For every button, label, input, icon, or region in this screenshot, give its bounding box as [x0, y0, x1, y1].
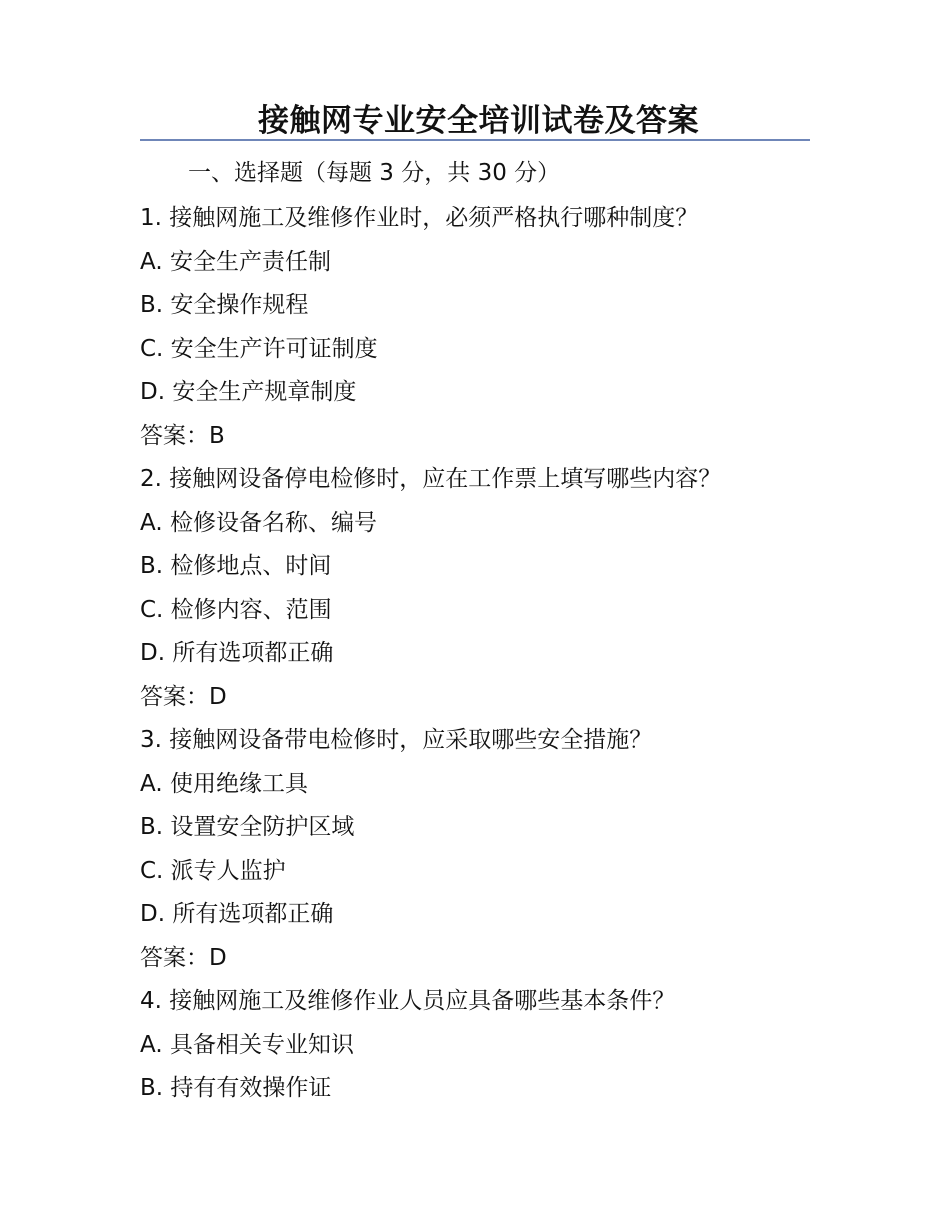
question-3-stem: 3. 接触网设备带电检修时，应采取哪些安全措施？ — [140, 727, 653, 753]
document-title: 接触网专业安全培训试卷及答案 — [258, 103, 699, 139]
question-2-option-a: A. 检修设备名称、编号 — [140, 509, 377, 536]
question-list — [140, 199, 820, 1113]
question-1-option-b: B. 安全操作规程 — [140, 292, 309, 318]
question-3-answer: 答案：D — [140, 944, 227, 971]
question-2-option-b: B. 检修地点、时间 — [140, 553, 332, 579]
question-2-answer: 答案：D — [140, 683, 227, 710]
question-4-stem: 4. 接触网施工及维修作业人员应具备哪些基本条件？ — [140, 988, 676, 1014]
section-heading: 一、选择题（每题 3 分，共 30 分） — [188, 160, 561, 186]
title-underline — [140, 139, 810, 141]
question-4-option-a: A. 具备相关专业知识 — [140, 1031, 354, 1058]
question-2-stem: 2. 接触网设备停电检修时，应在工作票上填写哪些内容？ — [140, 466, 722, 492]
title-block — [140, 100, 810, 142]
question-3-option-a: A. 使用绝缘工具 — [140, 770, 308, 797]
question-1-option-a: A. 安全生产责任制 — [140, 248, 331, 275]
question-2-option-d: D. 所有选项都正确 — [140, 640, 334, 666]
question-3-option-c: C. 派专人监护 — [140, 857, 286, 884]
question-3-option-b: B. 设置安全防护区域 — [140, 814, 355, 840]
question-1-option-c: C. 安全生产许可证制度 — [140, 335, 378, 362]
question-1-option-d: D. 安全生产规章制度 — [140, 379, 357, 405]
question-3-option-d: D. 所有选项都正确 — [140, 901, 334, 927]
question-1-stem: 1. 接触网施工及维修作业时，必须严格执行哪种制度？ — [140, 205, 699, 231]
question-1-answer: 答案：B — [140, 422, 225, 449]
question-2-option-c: C. 检修内容、范围 — [140, 596, 332, 623]
question-4-option-b: B. 持有有效操作证 — [140, 1075, 332, 1101]
